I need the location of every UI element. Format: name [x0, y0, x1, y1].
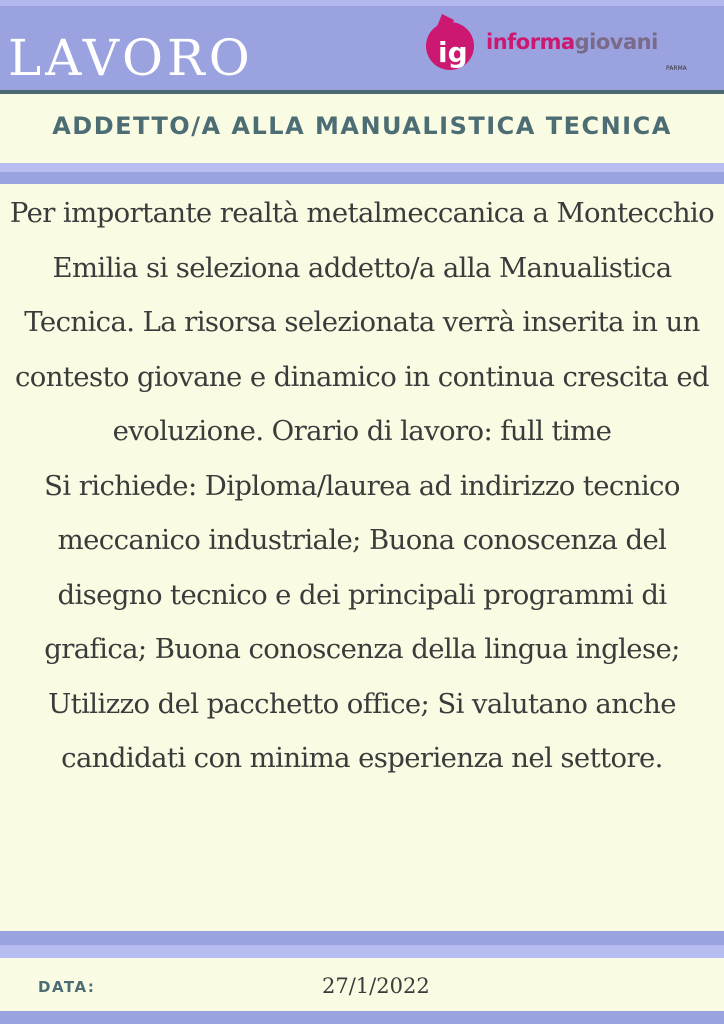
divider-band-top [0, 172, 724, 184]
job-title: ADDETTO/A ALLA MANUALISTICA TECNICA [52, 112, 672, 140]
date-value: 27/1/2022 [322, 974, 430, 998]
logo-word-informa: informa [486, 30, 575, 54]
job-description-paragraph-1: Per importante realtà metalmeccanica a Montecchio Emilia si seleziona addetto/a alla Manualistica Tecnica. La risorsa selezionata verrà inserita in un contesto giovane e dinamico in continua crescita ed evoluzione. Orario di lavoro: full time [9, 197, 715, 447]
job-description [6, 186, 718, 786]
svg-text:ig: ig [438, 36, 468, 69]
divider-band-bottom-light [0, 945, 724, 958]
header-divider-line [0, 90, 724, 94]
date-label: DATA: [38, 978, 96, 996]
job-description-paragraph-2: Si richiede: Diploma/laurea ad indirizzo tecnico meccanico industriale; Buona conoscenza del disegno tecnico e dei principali programmi di grafica; Buona conoscenza della lingua inglese; Utilizzo del pacchetto office; Si valutano anche candidati con minima esperienza nel settore. [44, 469, 680, 774]
header-banner [0, 0, 724, 90]
divider-band-top-light [0, 163, 724, 172]
footer-band [0, 1011, 724, 1024]
section-label: LAVORO [8, 29, 254, 87]
logo-word-giovani: giovani [574, 30, 658, 54]
logo-subtitle: PARMA [666, 65, 687, 72]
logo-mark-icon [424, 10, 484, 72]
divider-band-bottom [0, 931, 724, 945]
header-top-stripe [0, 0, 724, 6]
informagiovani-logo[interactable] [424, 10, 724, 76]
logo-wordmark [486, 30, 658, 54]
